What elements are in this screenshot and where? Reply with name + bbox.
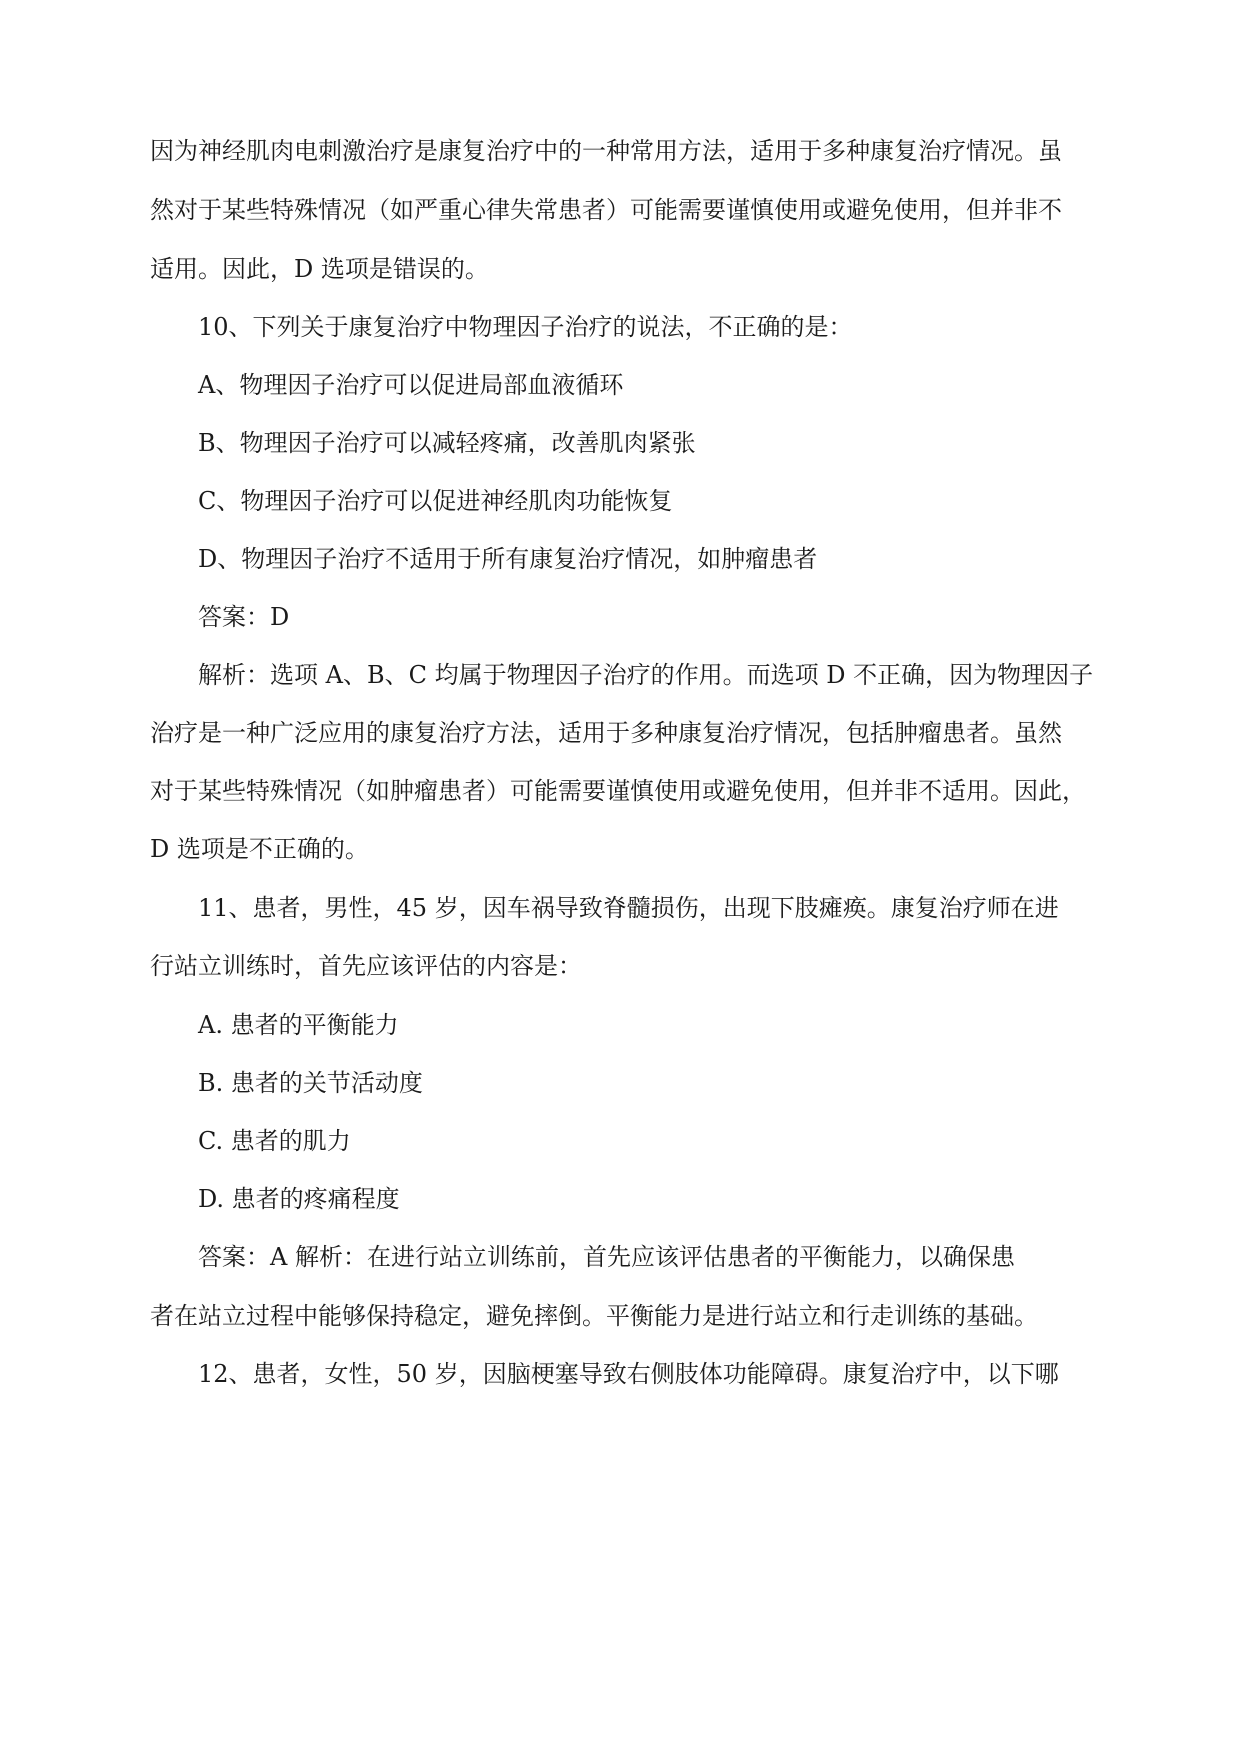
option-b: B. 患者的关节活动度 [198, 1069, 423, 1097]
text-line: 因为神经肌肉电刺激治疗是康复治疗中的一种常用方法，适用于多种康复治疗情况。虽 [150, 137, 1062, 165]
option-c: C. 患者的肌力 [198, 1127, 351, 1155]
text-line: 适用。因此，D 选项是错误的。 [150, 255, 489, 283]
explanation: D 选项是不正确的。 [150, 835, 369, 863]
question-12-stem: 12、患者，女性，50 岁，因脑梗塞导致右侧肢体功能障碍。康复治疗中，以下哪 [198, 1360, 1059, 1388]
explanation: 者在站立过程中能够保持稳定，避免摔倒。平衡能力是进行站立和行走训练的基础。 [150, 1302, 1038, 1330]
option-a: A、物理因子治疗可以促进局部血液循环 [198, 371, 624, 399]
explanation: 对于某些特殊情况（如肿瘤患者）可能需要谨慎使用或避免使用，但并非不适用。因此， [150, 777, 1086, 805]
option-d: D. 患者的疼痛程度 [198, 1185, 400, 1213]
answer: 答案：D [198, 603, 290, 631]
text-line: 然对于某些特殊情况（如严重心律失常患者）可能需要谨慎使用或避免使用，但并非不 [150, 196, 1062, 224]
question-10-stem: 10、下列关于康复治疗中物理因子治疗的说法，不正确的是： [198, 313, 853, 341]
explanation: 解析：选项 A、B、C 均属于物理因子治疗的作用。而选项 D 不正确，因为物理因子 [198, 661, 1094, 689]
option-b: B、物理因子治疗可以减轻疼痛，改善肌肉紧张 [198, 429, 696, 457]
explanation: 治疗是一种广泛应用的康复治疗方法，适用于多种康复治疗情况，包括肿瘤患者。虽然 [150, 719, 1062, 747]
option-d: D、物理因子治疗不适用于所有康复治疗情况，如肿瘤患者 [198, 545, 818, 573]
option-c: C、物理因子治疗可以促进神经肌肉功能恢复 [198, 487, 673, 515]
option-a: A. 患者的平衡能力 [198, 1011, 399, 1039]
question-11-stem: 行站立训练时，首先应该评估的内容是： [150, 952, 582, 980]
question-11-stem: 11、患者，男性，45 岁，因车祸导致脊髓损伤，出现下肢瘫痪。康复治疗师在进 [198, 894, 1059, 922]
answer-explanation: 答案：A 解析：在进行站立训练前，首先应该评估患者的平衡能力，以确保患 [198, 1243, 1015, 1271]
